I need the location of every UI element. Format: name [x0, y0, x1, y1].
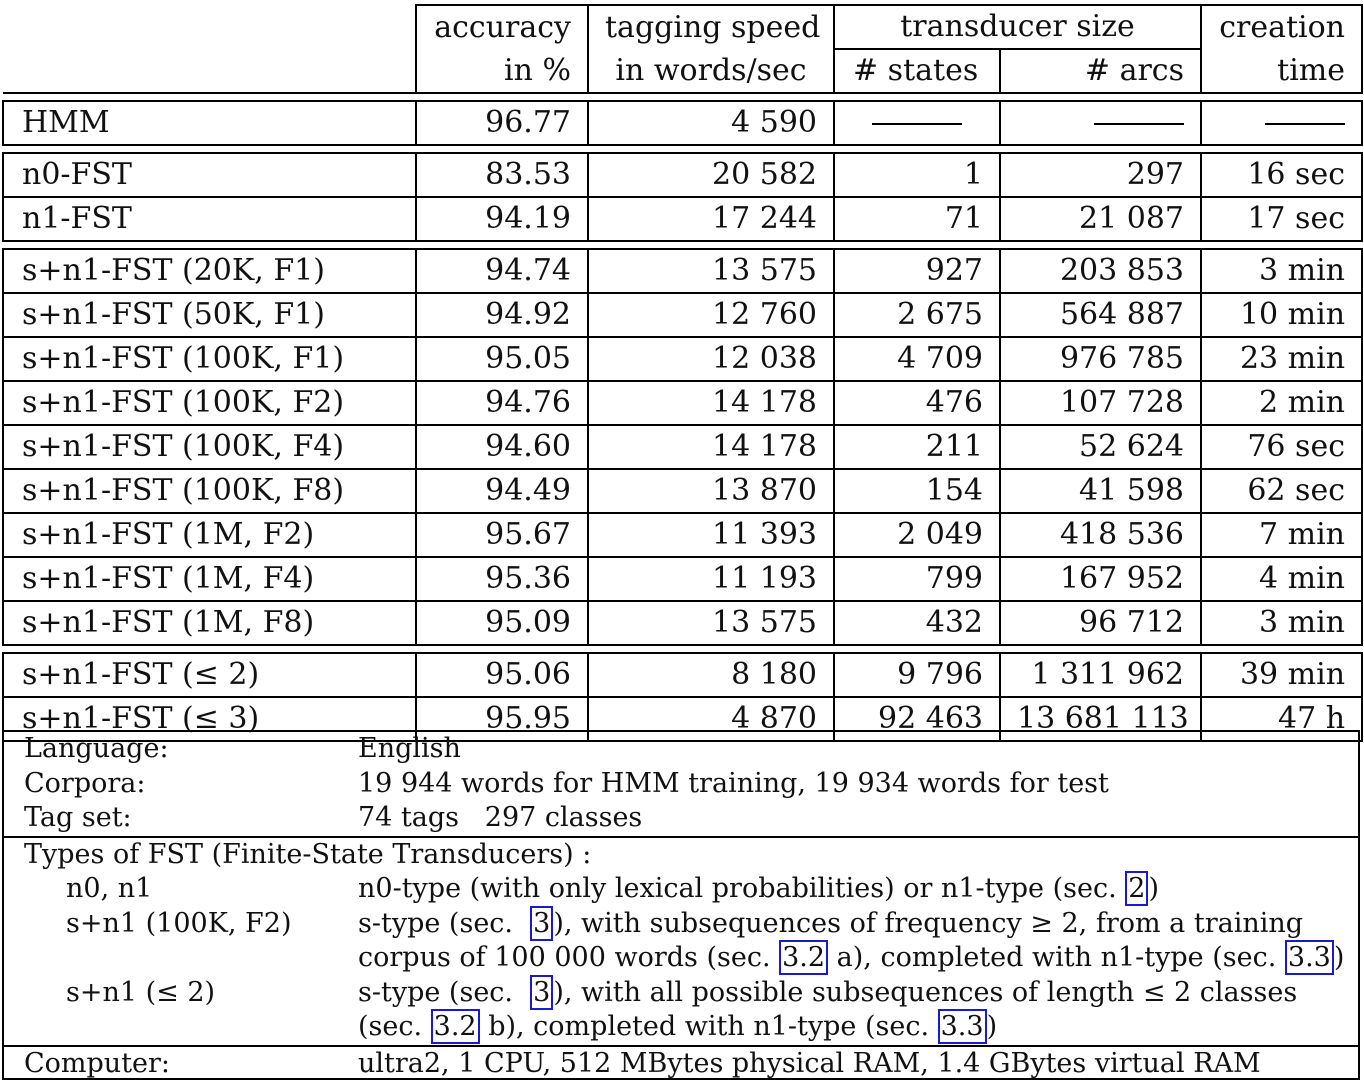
row-arcs: 297: [1000, 153, 1201, 197]
row-accuracy: 94.60: [416, 425, 588, 469]
row-speed: 20 582: [588, 153, 834, 197]
header-creation: creation: [1201, 5, 1362, 49]
row-name: s+n1-FST (1M, F4): [3, 557, 416, 601]
table-row: [3, 557, 1362, 601]
header-transducer-size: transducer size: [834, 5, 1201, 49]
row-name: s+n1-FST (≤ 3): [3, 697, 416, 741]
row-arcs: 418 536: [1000, 513, 1201, 557]
row-name: s+n1-FST (≤ 2): [3, 653, 416, 697]
fst-type-s-n1-100k-label: s+n1 (100K, F2): [66, 907, 292, 939]
row-speed: 4 870: [588, 697, 834, 741]
fst-types-title: Types of FST (Finite-State Transducers) :: [24, 838, 592, 870]
table-row: [3, 153, 1362, 197]
row-arcs: [1000, 101, 1201, 145]
row-speed: 8 180: [588, 653, 834, 697]
table-row: [3, 293, 1362, 337]
row-accuracy: 95.06: [416, 653, 588, 697]
table-row: [3, 197, 1362, 241]
row-states: 71: [834, 197, 1000, 241]
row-states: 799: [834, 557, 1000, 601]
header-accuracy: accuracy: [416, 5, 588, 49]
row-states: 927: [834, 249, 1000, 293]
results-table: [2, 4, 1363, 742]
table-row: [3, 513, 1362, 557]
table-row: [3, 469, 1362, 513]
row-name: s+n1-FST (100K, F2): [3, 381, 416, 425]
row-time: 16 sec: [1201, 153, 1362, 197]
table-row: [3, 337, 1362, 381]
row-name: s+n1-FST (50K, F1): [3, 293, 416, 337]
row-time: 10 min: [1201, 293, 1362, 337]
row-accuracy: 95.95: [416, 697, 588, 741]
row-speed: 11 393: [588, 513, 834, 557]
row-states: [834, 101, 1000, 145]
row-accuracy: 94.76: [416, 381, 588, 425]
row-name: s+n1-FST (1M, F8): [3, 601, 416, 645]
row-arcs: 976 785: [1000, 337, 1201, 381]
row-time: 23 min: [1201, 337, 1362, 381]
row-name: s+n1-FST (100K, F4): [3, 425, 416, 469]
row-name: s+n1-FST (100K, F8): [3, 469, 416, 513]
corpora-label: Corpora:: [24, 767, 146, 799]
row-states: 476: [834, 381, 1000, 425]
header-blank-2: [3, 49, 416, 93]
row-speed: 17 244: [588, 197, 834, 241]
row-arcs: 41 598: [1000, 469, 1201, 513]
row-speed: 12 760: [588, 293, 834, 337]
section-link[interactable]: 3: [530, 906, 553, 941]
row-accuracy: 83.53: [416, 153, 588, 197]
row-speed: 13 870: [588, 469, 834, 513]
section-link[interactable]: 3.3: [938, 1009, 987, 1044]
header-accuracy-unit: in %: [416, 49, 588, 93]
row-states: 432: [834, 601, 1000, 645]
row-time: [1201, 101, 1362, 145]
row-time: 7 min: [1201, 513, 1362, 557]
fst-type-s-n1-le2-desc-2: (sec. 3.2 b), completed with n1-type (sec. 3.3 ): [358, 1011, 998, 1042]
fst-type-s-n1-le2-desc-1: s-type (sec. 3 ), with all possible subsequences of length ≤ 2 classes: [358, 976, 1298, 1008]
section-link[interactable]: 2: [1125, 871, 1148, 906]
row-states: 2 675: [834, 293, 1000, 337]
row-arcs: 21 087: [1000, 197, 1201, 241]
row-name: n0-FST: [3, 153, 416, 197]
setup-info-box: [2, 730, 1360, 1080]
computer-label: Computer:: [24, 1047, 171, 1079]
fst-type-s-n1-le2-label: s+n1 (≤ 2): [66, 976, 216, 1008]
row-arcs: 13 681 113: [1000, 697, 1201, 741]
row-accuracy: 95.05: [416, 337, 588, 381]
section-link[interactable]: 3.3: [1285, 940, 1334, 975]
header-states: # states: [834, 49, 1000, 93]
row-speed: 4 590: [588, 101, 834, 145]
header-speed-unit: in words/sec: [588, 49, 834, 93]
row-arcs: 1 311 962: [1000, 653, 1201, 697]
fst-type-s-n1-100k-desc-1: s-type (sec. 3 ), with subsequences of frequency ≥ 2, from a training: [358, 907, 1304, 939]
fst-type-s-n1-100k-desc-2: corpus of 100 000 words (sec. 3.2 a), completed with n1-type (sec. 3.3 ): [358, 942, 1345, 973]
row-arcs: 167 952: [1000, 557, 1201, 601]
row-time: 62 sec: [1201, 469, 1362, 513]
row-name: s+n1-FST (100K, F1): [3, 337, 416, 381]
row-time: 3 min: [1201, 249, 1362, 293]
row-accuracy: 95.09: [416, 601, 588, 645]
table-row: [3, 653, 1362, 697]
row-accuracy: 96.77: [416, 101, 588, 145]
language-value: English: [358, 733, 461, 764]
row-accuracy: 94.74: [416, 249, 588, 293]
computer-value: ultra2, 1 CPU, 512 MBytes physical RAM, 1.4 GBytes virtual RAM: [358, 1047, 1261, 1079]
row-accuracy: 94.19: [416, 197, 588, 241]
row-speed: 12 038: [588, 337, 834, 381]
row-speed: 13 575: [588, 249, 834, 293]
row-time: 2 min: [1201, 381, 1362, 425]
row-arcs: 564 887: [1000, 293, 1201, 337]
row-arcs: 203 853: [1000, 249, 1201, 293]
row-name: n1-FST: [3, 197, 416, 241]
row-accuracy: 95.36: [416, 557, 588, 601]
tagset-value: 74 tags 297 classes: [358, 802, 643, 833]
row-time: 47 h: [1201, 697, 1362, 741]
table-row: [3, 601, 1362, 645]
row-time: 3 min: [1201, 601, 1362, 645]
fst-type-n0n1-desc: n0-type (with only lexical probabilities) or n1-type (sec. 2 ): [358, 873, 1159, 904]
row-time: 76 sec: [1201, 425, 1362, 469]
row-arcs: 52 624: [1000, 425, 1201, 469]
row-states: 154: [834, 469, 1000, 513]
row-accuracy: 94.49: [416, 469, 588, 513]
row-accuracy: 94.92: [416, 293, 588, 337]
row-time: 17 sec: [1201, 197, 1362, 241]
row-name: HMM: [3, 101, 416, 145]
row-speed: 14 178: [588, 381, 834, 425]
row-accuracy: 95.67: [416, 513, 588, 557]
row-name: s+n1-FST (20K, F1): [3, 249, 416, 293]
section-link[interactable]: 3.2: [779, 940, 828, 975]
row-speed: 14 178: [588, 425, 834, 469]
tagset-label: Tag set:: [24, 802, 132, 833]
section-link[interactable]: 3.2: [431, 1009, 480, 1044]
row-states: 4 709: [834, 337, 1000, 381]
row-speed: 13 575: [588, 601, 834, 645]
table-row: [3, 249, 1362, 293]
table-row: [3, 425, 1362, 469]
language-label: Language:: [24, 733, 169, 764]
section-link[interactable]: 3: [530, 975, 553, 1010]
header-arcs: # arcs: [1000, 49, 1201, 93]
row-time: 4 min: [1201, 557, 1362, 601]
row-states: 9 796: [834, 653, 1000, 697]
row-name: s+n1-FST (1M, F2): [3, 513, 416, 557]
header-time: time: [1201, 49, 1362, 93]
row-time: 39 min: [1201, 653, 1362, 697]
row-arcs: 107 728: [1000, 381, 1201, 425]
table-row: [3, 381, 1362, 425]
fst-type-n0n1-label: n0, n1: [66, 873, 153, 904]
row-arcs: 96 712: [1000, 601, 1201, 645]
header-blank: [3, 5, 416, 49]
row-states: 1: [834, 153, 1000, 197]
row-speed: 11 193: [588, 557, 834, 601]
row-states: 211: [834, 425, 1000, 469]
corpora-value: 19 944 words for HMM training, 19 934 words for test: [358, 767, 1109, 799]
table-row: [3, 101, 1362, 145]
header-speed: tagging speed: [588, 5, 834, 49]
row-states: 2 049: [834, 513, 1000, 557]
row-states: 92 463: [834, 697, 1000, 741]
